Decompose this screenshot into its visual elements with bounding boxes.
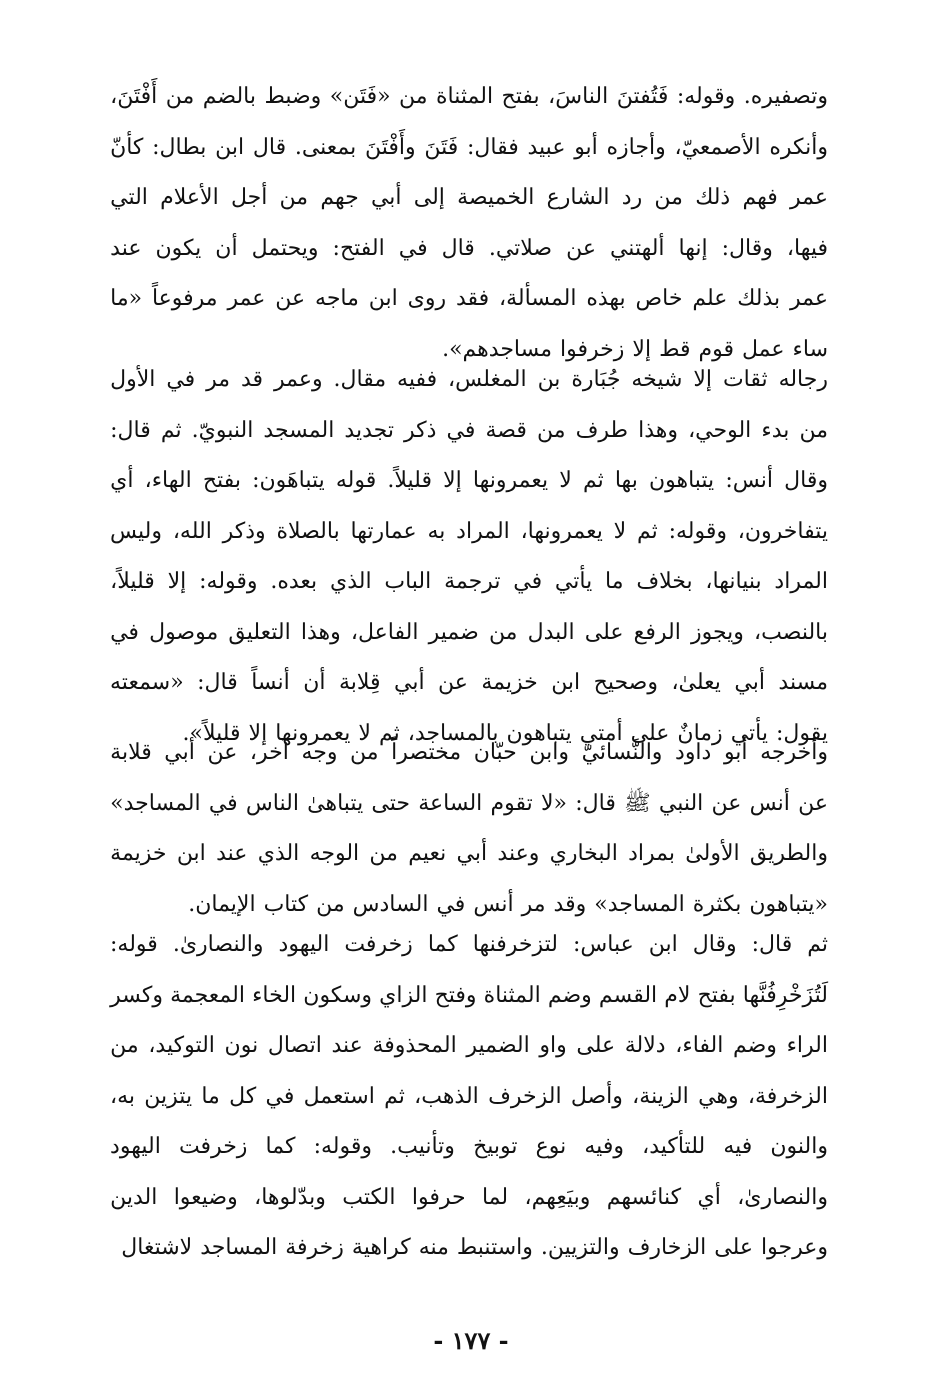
text-line: لَتُزَخْرِفُنَّها بفتح لام القسم وضم المثناة وفتح الزاي وسكون الخاء المعجمة وكسر: [110, 982, 828, 1008]
text-line: من بدء الوحي، وهذا طرف من قصة في ذكر تجديد المسجد النبويّ. ثم قال:: [110, 417, 828, 443]
text-line: رجاله ثقات إلا شيخه جُبَارة بن المغلس، ففيه مقال. وعمر قد مر في الأول: [110, 367, 828, 392]
text-line: الراء وضم الفاء، دلالة على واو الضمير المحذوفة عند اتصال نون التوكيد، من: [110, 1033, 828, 1058]
text-line: ثم قال: وقال ابن عباس: لتزخرفنها كما زخرفت اليهود والنصارىٰ. قوله:: [110, 932, 828, 957]
text-line: عن أنس عن النبي ﷺ قال: «لا تقوم الساعة حتى يتباهىٰ الناس في المساجد»: [110, 790, 828, 816]
text-line: وعرجوا على الزخارف والتزيين. واستنبط منه كراهية زخرفة المساجد لاشتغال: [121, 1235, 828, 1260]
text-line: والنون فيه للتأكيد، وفيه نوع توبيخ وتأنيب. وقوله: كما زخرفت اليهود: [110, 1134, 828, 1159]
paragraph-3: [110, 728, 828, 930]
text-line: يتفاخرون، وقوله: ثم لا يعمرونها، المراد به عمارتها بالصلاة وذكر الله، وليس: [110, 518, 828, 544]
text-line: الزخرفة، وهي الزينة، وأصل الزخرف الذهب، ثم استعمل في كل ما يتزين به،: [110, 1083, 828, 1109]
text-line: بالنصب، ويجوز الرفع على البدل من ضمير الفاعل، وهذا التعليق موصول في: [110, 619, 828, 645]
page-number: - ١٧٧ -: [433, 1326, 509, 1355]
text-line: فيها، وقال: إنها ألهتني عن صلاتي. قال في الفتح: ويحتمل أن يكون عند: [110, 235, 828, 261]
paragraph-2: [110, 355, 828, 759]
text-line: «يتباهون بكثرة المساجد» وقد مر أنس في السادس من كتاب الإيمان.: [188, 891, 828, 917]
text-line: يقول: يأتي زمانٌ على أمتي يتباهون بالمساجد، ثم لا يعمرونها إلا قليلاً».: [182, 720, 828, 746]
text-line: وأخرجه أبو داود والنَّسائيّ وابن حبّان مختصراً من وجه آخر، عن أبي قلابة: [110, 740, 828, 765]
text-line: المراد بنيانها، بخلاف ما يأتي في ترجمة الباب الذي بعده. وقوله: إلا قليلاً،: [110, 569, 828, 594]
paragraph-4: [110, 920, 828, 1274]
text-line: والطريق الأولىٰ بمراد البخاري وعند أبي نعيم من الوجه الذي عند ابن خزيمة: [110, 841, 828, 866]
text-line: والنصارىٰ، أي كنائسهم وبيَعِهم، لما حرفوا الكتب وبدّلوها، وضيعوا الدين: [110, 1184, 828, 1210]
paragraph-1: [110, 72, 828, 375]
text-line: عمر بذلك علم خاص بهذه المسألة، فقد روى ابن ماجه عن عمر مرفوعاً «ما: [110, 286, 828, 311]
text-line: مسند أبي يعلىٰ، وصحيح ابن خزيمة عن أبي قِلابة أن أنساً قال: «سمعته: [110, 670, 828, 695]
text-line: عمر فهم ذلك من رد الشارع الخميصة إلى أبي جهم من أجل الأعلام التي: [110, 185, 828, 210]
text-line: ساء عمل قوم قط إلا زخرفوا مساجدهم».: [442, 336, 828, 362]
text-line: وأنكره الأصمعيّ، وأجازه أبو عبيد فقال: فَتَنَ وأَفْتَنَ بمعنى. قال ابن بطال: كأنّ: [110, 134, 828, 160]
text-line: وقال أنس: يتباهون بها ثم لا يعمرونها إلا قليلاً. قوله يتباهَون: بفتح الهاء، أي: [110, 468, 828, 493]
text-line: وتصفيره. وقوله: فَتُفتنَ الناسَ، بفتح المثناة من «فَتَن» وضبط بالضم من أَفْتَنَ،: [110, 84, 828, 109]
